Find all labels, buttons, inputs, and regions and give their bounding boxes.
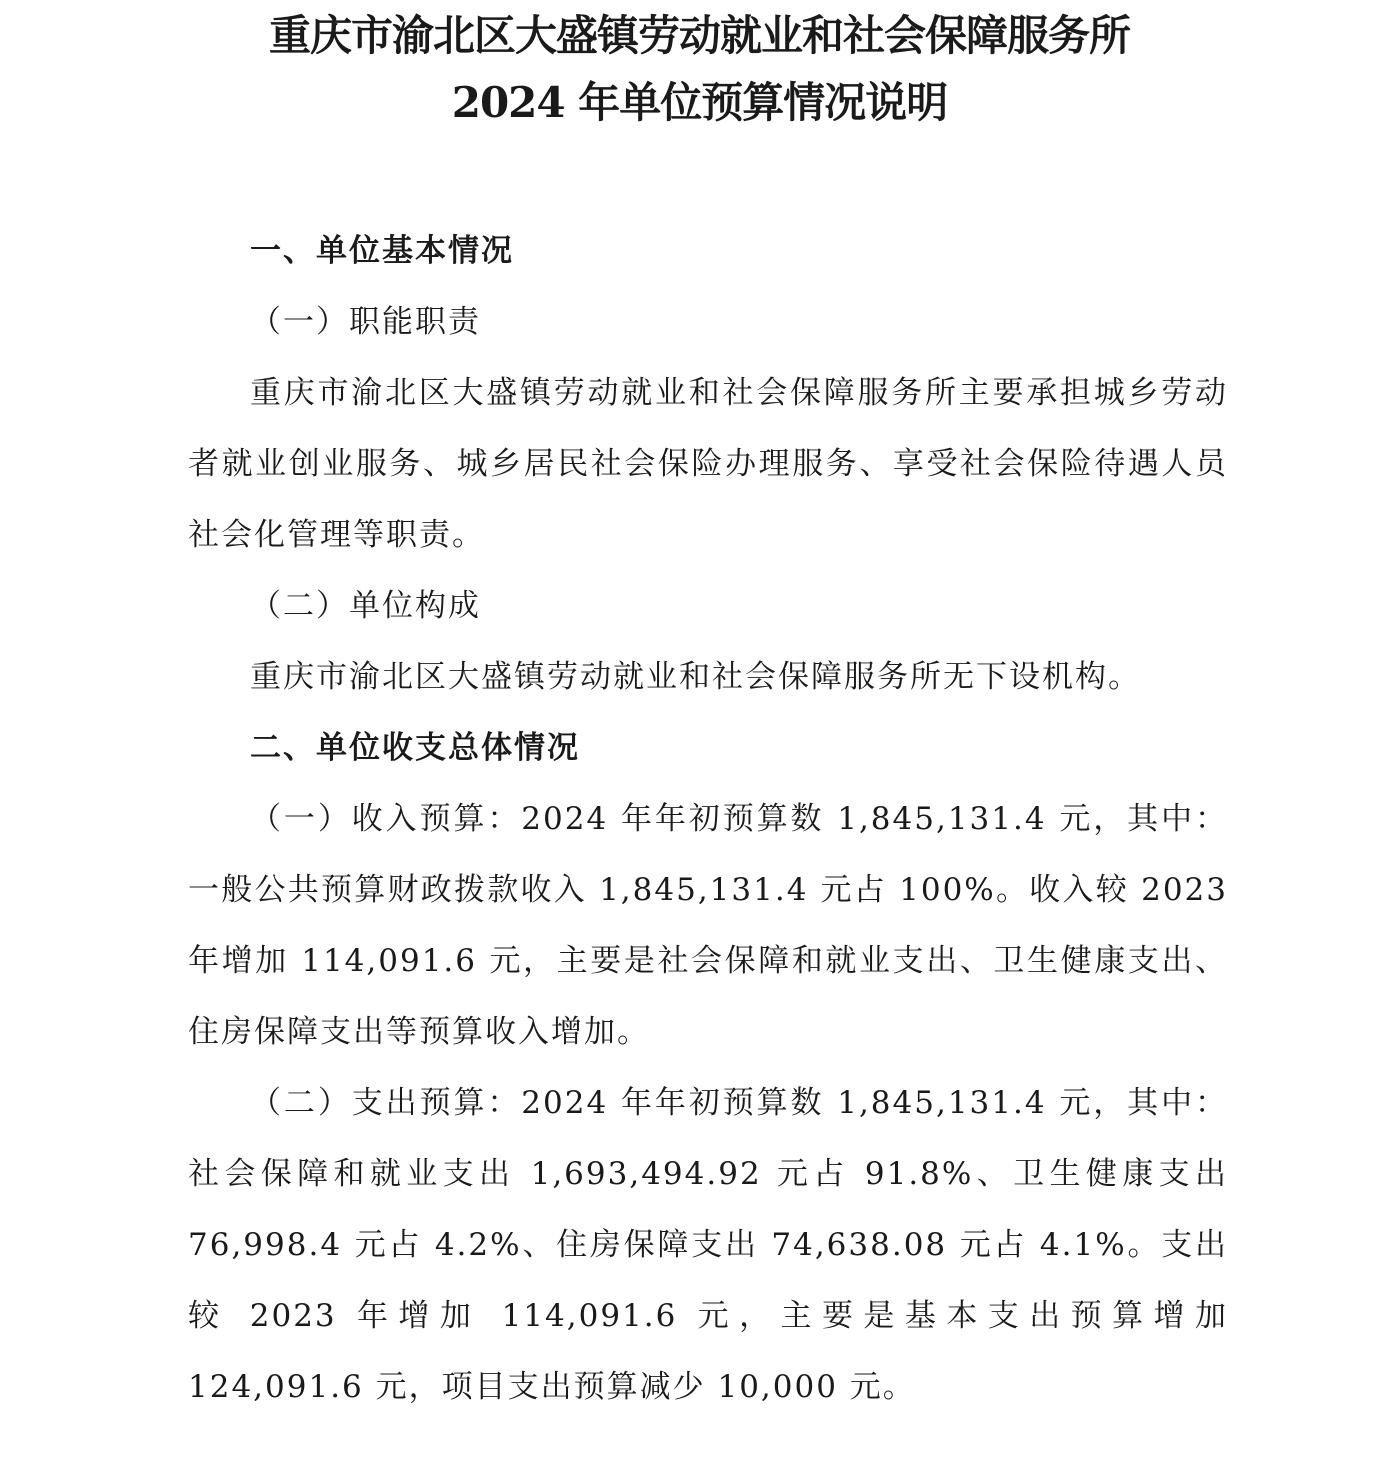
document-title [0, 0, 1399, 139]
body-paragraph: 重庆市渝北区大盛镇劳动就业和社会保障服务所无下设机构。 [250, 659, 1141, 695]
body-paragraph: （一）收入预算：2024 年年初预算数 1,845,131.4 元，其中：一般公共预算财政拨款收入 1,845,131.4 元占 100%。收入较 2023 年增加 114,091.6 元，主要是社会保障和就业支出、卫生健康支出、住房保障支出等预算收入增加。 [188, 801, 1228, 1050]
body-paragraph: 重庆市渝北区大盛镇劳动就业和社会保障服务所主要承担城乡劳动者就业创业服务、城乡居民社会保险办理服务、享受社会保险待遇人员社会化管理等职责。 [188, 375, 1228, 553]
subsection-heading: （二）单位构成 [250, 588, 481, 624]
subsection-heading: （一）职能职责 [250, 304, 481, 340]
section-heading: 二、单位收支总体情况 [250, 730, 580, 766]
body-paragraph: （二）支出预算：2024 年年初预算数 1,845,131.4 元，其中：社会保障和就业支出 1,693,494.92 元占 91.8%、卫生健康支出 76,998.4 元占 4.2%、住房保障支出 74,638.08 元占 4.1%。支出较 2023 年增加 114,091.6 元，主要是基本支出预算增加 124,091.6 元，项目支出预算减少 10,000 元。 [188, 1085, 1228, 1405]
title-line-2: 2024 年单位预算情况说明 [451, 78, 948, 127]
document-body [188, 216, 1228, 1423]
title-line-1: 重庆市渝北区大盛镇劳动就业和社会保障服务所 [268, 11, 1130, 60]
section-heading: 一、单位基本情况 [250, 233, 514, 269]
